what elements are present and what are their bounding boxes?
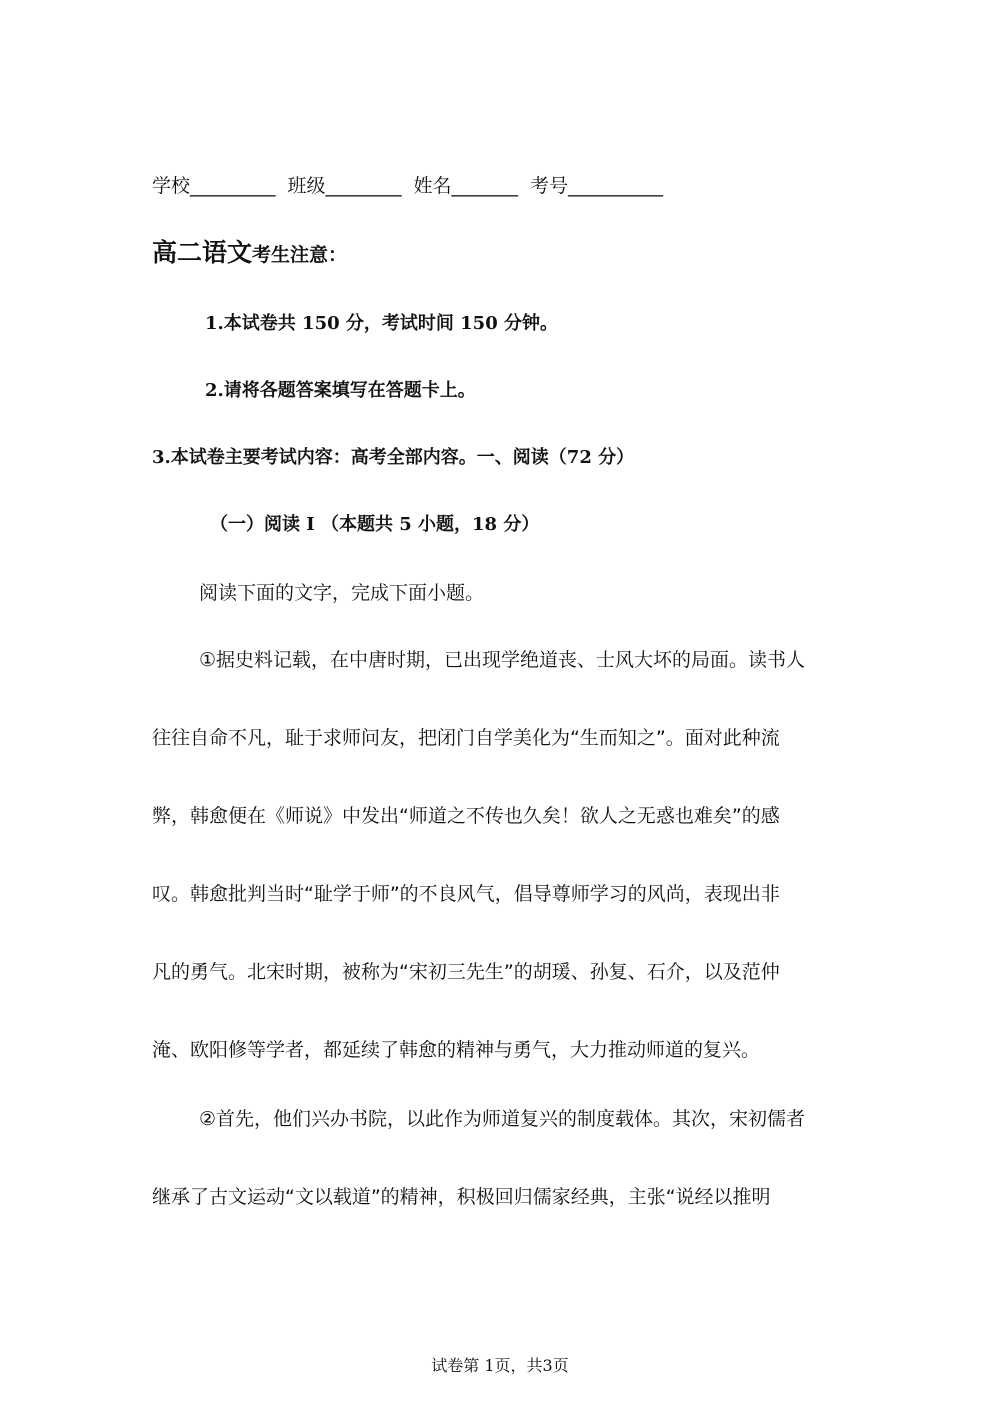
student-info-line (152, 173, 663, 199)
subject-title: 高二语文 (152, 238, 253, 267)
paragraph-line: 弊，韩愈便在《师说》中发出“师道之不传也久矣！欲人之无惑也难矣”的感 (152, 805, 780, 827)
paragraph-line: ①据史料记载，在中唐时期，已出现学绝道丧、士风大坏的局面。读书人 (199, 649, 806, 671)
paragraph-line: 往往自命不凡，耻于求师问友，把闭门自学美化为“生而知之”。面对此种流 (152, 727, 780, 749)
paragraph-line: 继承了古文运动“文以载道”的精神，积极回归儒家经典，主张“说经以推明 (152, 1186, 771, 1208)
notice-item-3: 3.本试卷主要考试内容：高考全部内容。一、阅读（72 分） (152, 447, 635, 468)
paragraph-line: ②首先，他们兴办书院，以此作为师道复兴的制度载体。其次，宋初儒者 (199, 1108, 806, 1130)
notice-item-1: 1.本试卷共 150 分，考试时间 150 分钟。 (205, 313, 559, 334)
section-heading: （一）阅读 I （本题共 5 小题，18 分） (210, 514, 540, 535)
name-field[interactable]: 姓名_______ (413, 175, 519, 197)
reading-instruction: 阅读下面的文字，完成下面小题。 (199, 582, 485, 604)
paragraph-line: 淹、欧阳修等学者，都延续了韩愈的精神与勇气，大力推动师道的复兴。 (152, 1039, 761, 1061)
exam-title (152, 236, 347, 273)
class-field[interactable]: 班级________ (287, 175, 402, 197)
notice-label: 考生注意： (252, 244, 348, 266)
page-footer: 试卷第 1页，共3页 (431, 1356, 569, 1375)
notice-item-2: 2.请将各题答案填写在答题卡上。 (205, 380, 476, 401)
exam-number-field[interactable]: 考号__________ (530, 175, 664, 197)
paragraph-line: 叹。韩愈批判当时“耻学于师”的不良风气，倡导尊师学习的风尚，表现出非 (152, 883, 780, 905)
school-field[interactable]: 学校_________ (152, 175, 276, 197)
paragraph-line: 凡的勇气。北宋时期，被称为“宋初三先生”的胡瑗、孙复、石介，以及范仲 (152, 961, 780, 983)
